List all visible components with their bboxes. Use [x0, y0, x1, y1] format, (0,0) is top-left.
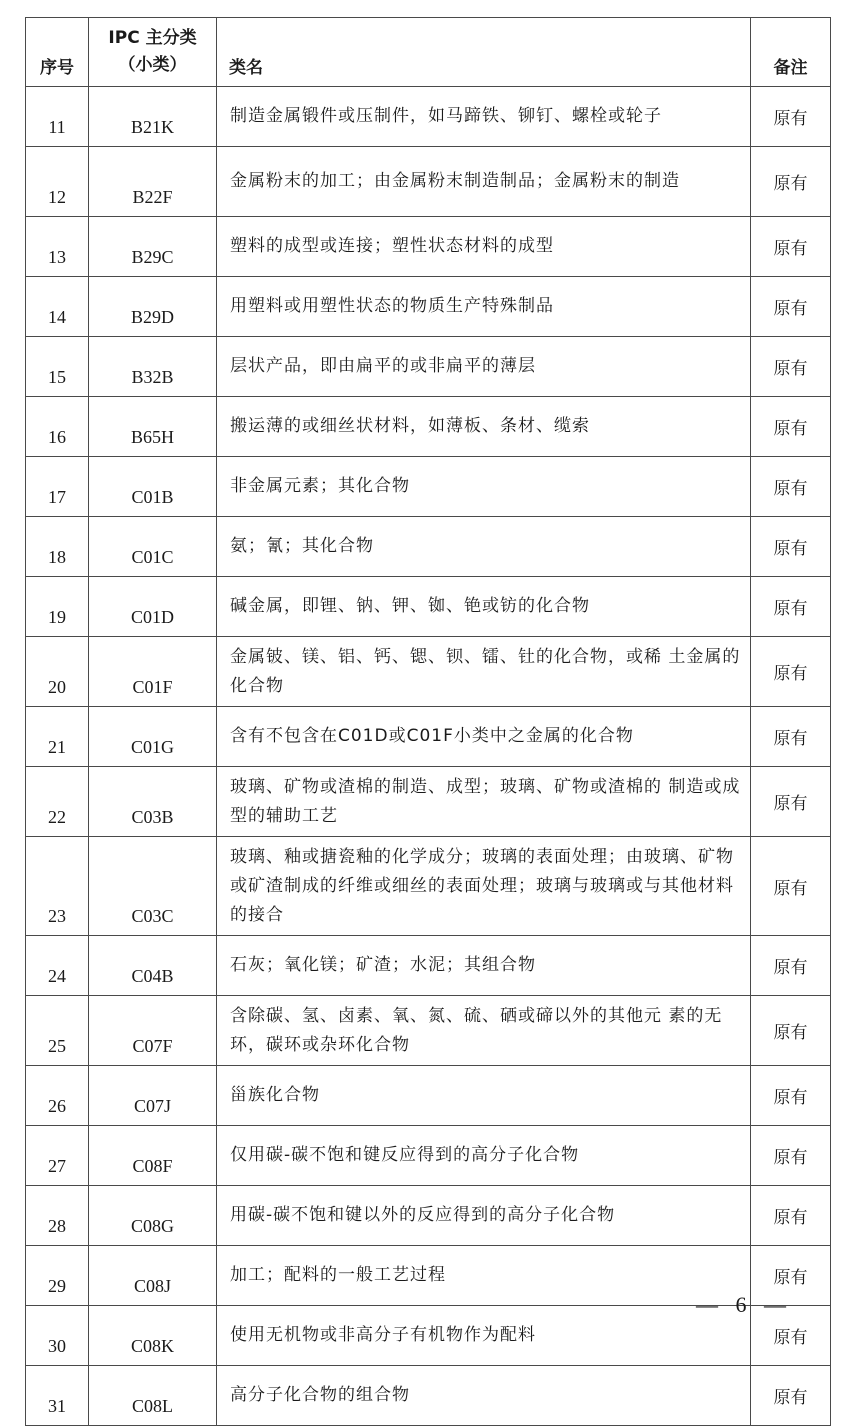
table-row [26, 577, 831, 637]
row-class-name: 仅用碳-碳不饱和键反应得到的高分子化合物 [217, 1126, 751, 1186]
row-class-name: 层状产品，即由扁平的或非扁平的薄层 [217, 337, 751, 397]
row-remark: 原有 [751, 87, 831, 147]
row-remark: 原有 [751, 996, 831, 1066]
row-ipc-code: C08J [89, 1246, 217, 1306]
row-index: 12 [26, 147, 89, 217]
row-index: 14 [26, 277, 89, 337]
table-row [26, 837, 831, 936]
row-ipc-code: C08G [89, 1186, 217, 1246]
row-remark: 原有 [751, 637, 831, 707]
header-ipc-code-line2: （小类） [118, 55, 187, 75]
table-row [26, 1366, 831, 1426]
row-index: 21 [26, 707, 89, 767]
classification-table [25, 17, 831, 1426]
table-row [26, 397, 831, 457]
row-remark: 原有 [751, 707, 831, 767]
row-index: 28 [26, 1186, 89, 1246]
row-index: 22 [26, 767, 89, 837]
row-ipc-code: C01F [89, 637, 217, 707]
row-class-name: 塑料的成型或连接；塑性状态材料的成型 [217, 217, 751, 277]
row-remark: 原有 [751, 767, 831, 837]
row-index: 27 [26, 1126, 89, 1186]
row-index: 31 [26, 1366, 89, 1426]
row-remark: 原有 [751, 1306, 831, 1366]
header-index: 序号 [26, 18, 89, 87]
row-class-name: 碱金属，即锂、钠、钾、铷、铯或钫的化合物 [217, 577, 751, 637]
table-row [26, 707, 831, 767]
row-class-name: 玻璃、釉或搪瓷釉的化学成分；玻璃的表面处理；由玻璃、矿物或矿渣制成的纤维或细丝的表面处理；玻璃与玻璃或与其他材料的接合 [217, 837, 751, 936]
row-ipc-code: C03C [89, 837, 217, 936]
row-ipc-code: C04B [89, 936, 217, 996]
row-remark: 原有 [751, 837, 831, 936]
row-class-name: 搬运薄的或细丝状材料，如薄板、条材、缆索 [217, 397, 751, 457]
row-remark: 原有 [751, 517, 831, 577]
row-index: 16 [26, 397, 89, 457]
row-remark: 原有 [751, 1066, 831, 1126]
row-index: 26 [26, 1066, 89, 1126]
row-ipc-code: C01D [89, 577, 217, 637]
row-ipc-code: C01C [89, 517, 217, 577]
row-index: 29 [26, 1246, 89, 1306]
row-class-name: 金属铍、镁、铝、钙、锶、钡、镭、钍的化合物，或稀 土金属的化合物 [217, 637, 751, 707]
table-row [26, 217, 831, 277]
row-ipc-code: C08K [89, 1306, 217, 1366]
row-remark: 原有 [751, 1246, 831, 1306]
header-class-name: 类名 [217, 18, 751, 87]
row-index: 25 [26, 996, 89, 1066]
table-row [26, 147, 831, 217]
row-index: 19 [26, 577, 89, 637]
row-remark: 原有 [751, 397, 831, 457]
row-ipc-code: B29D [89, 277, 217, 337]
row-class-name: 甾族化合物 [217, 1066, 751, 1126]
table-row [26, 277, 831, 337]
row-ipc-code: C08L [89, 1366, 217, 1426]
row-index: 13 [26, 217, 89, 277]
table-row [26, 996, 831, 1066]
row-remark: 原有 [751, 277, 831, 337]
table-row [26, 517, 831, 577]
table-row [26, 337, 831, 397]
row-ipc-code: B29C [89, 217, 217, 277]
row-ipc-code: C07J [89, 1066, 217, 1126]
row-index: 11 [26, 87, 89, 147]
row-index: 15 [26, 337, 89, 397]
row-index: 20 [26, 637, 89, 707]
page-number: — 6 — [696, 1292, 792, 1317]
row-remark: 原有 [751, 1126, 831, 1186]
table-row [26, 1066, 831, 1126]
row-class-name: 含除碳、氢、卤素、氧、氮、硫、硒或碲以外的其他元 素的无环，碳环或杂环化合物 [217, 996, 751, 1066]
row-index: 18 [26, 517, 89, 577]
row-ipc-code: C07F [89, 996, 217, 1066]
row-ipc-code: C01B [89, 457, 217, 517]
row-ipc-code: C01G [89, 707, 217, 767]
row-ipc-code: C03B [89, 767, 217, 837]
row-class-name: 石灰；氧化镁；矿渣；水泥；其组合物 [217, 936, 751, 996]
row-class-name: 制造金属锻件或压制件，如马蹄铁、铆钉、螺栓或轮子 [217, 87, 751, 147]
table-row [26, 87, 831, 147]
row-remark: 原有 [751, 577, 831, 637]
row-remark: 原有 [751, 457, 831, 517]
row-class-name: 加工；配料的一般工艺过程 [217, 1246, 751, 1306]
row-class-name: 玻璃、矿物或渣棉的制造、成型；玻璃、矿物或渣棉的 制造或成型的辅助工艺 [217, 767, 751, 837]
row-index: 23 [26, 837, 89, 936]
row-remark: 原有 [751, 147, 831, 217]
row-remark: 原有 [751, 1186, 831, 1246]
table-row [26, 637, 831, 707]
row-remark: 原有 [751, 936, 831, 996]
row-class-name: 高分子化合物的组合物 [217, 1366, 751, 1426]
row-class-name: 金属粉末的加工；由金属粉末制造制品；金属粉末的制造 [217, 147, 751, 217]
row-class-name: 氨；氰；其化合物 [217, 517, 751, 577]
row-ipc-code: B21K [89, 87, 217, 147]
row-ipc-code: B65H [89, 397, 217, 457]
row-ipc-code: B32B [89, 337, 217, 397]
header-remark: 备注 [751, 18, 831, 87]
row-index: 24 [26, 936, 89, 996]
table-row [26, 767, 831, 837]
header-ipc-code-line1: IPC 主分类 [108, 28, 197, 48]
row-class-name: 非金属元素；其化合物 [217, 457, 751, 517]
row-class-name: 用碳-碳不饱和键以外的反应得到的高分子化合物 [217, 1186, 751, 1246]
row-index: 30 [26, 1306, 89, 1366]
row-remark: 原有 [751, 337, 831, 397]
row-ipc-code: C08F [89, 1126, 217, 1186]
row-class-name: 含有不包含在C01D或C01F小类中之金属的化合物 [217, 707, 751, 767]
row-remark: 原有 [751, 1366, 831, 1426]
row-remark: 原有 [751, 217, 831, 277]
table-row [26, 1126, 831, 1186]
row-ipc-code: B22F [89, 147, 217, 217]
table-header [26, 18, 831, 87]
row-index: 17 [26, 457, 89, 517]
row-class-name: 用塑料或用塑性状态的物质生产特殊制品 [217, 277, 751, 337]
table-row [26, 457, 831, 517]
table-row [26, 1186, 831, 1246]
header-ipc-code [89, 18, 217, 87]
row-class-name: 使用无机物或非高分子有机物作为配料 [217, 1306, 751, 1366]
table-row [26, 936, 831, 996]
